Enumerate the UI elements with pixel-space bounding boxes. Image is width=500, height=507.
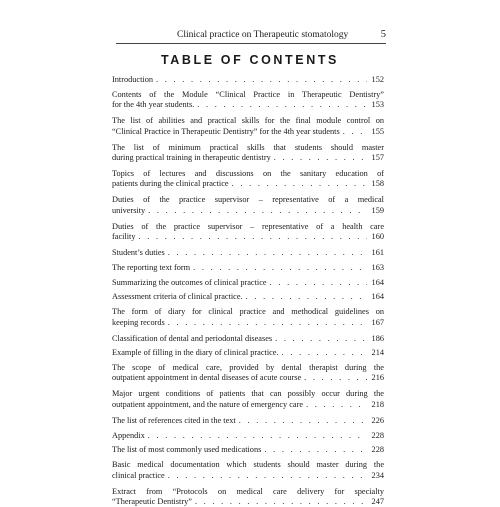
toc-entry-text: The list of most commonly used medications — [112, 445, 262, 455]
toc-entry — [112, 278, 384, 288]
toc-entry-text: The list of abilities and practical skills for the final module control on — [112, 116, 384, 126]
toc-page-number: 158 — [371, 179, 384, 189]
toc-entry — [112, 307, 384, 328]
toc-page-number: 161 — [371, 248, 384, 258]
toc-entry — [112, 334, 384, 344]
toc-entry-text: during practical training in therapeutic dentistry — [112, 152, 271, 162]
dot-leader — [195, 497, 367, 507]
toc-page-number: 163 — [371, 262, 384, 272]
toc-entry — [112, 460, 384, 481]
toc-page-number: 186 — [371, 333, 384, 343]
toc-entry-text: Summarizing the outcomes of clinical practice — [112, 277, 267, 287]
toc-entry-row — [112, 373, 384, 383]
toc-entry-text: Topics of lectures and discussions on the sanitary education of — [112, 168, 384, 178]
running-title: Clinical practice on Therapeutic stomatology — [177, 30, 349, 40]
toc-entry-text: The scope of medical care, provided by dental therapist during the — [112, 363, 384, 373]
toc-entry-text: Introduction — [112, 75, 154, 84]
toc-page-number: 157 — [371, 152, 384, 162]
toc-entry-row — [112, 318, 384, 328]
dot-leader — [232, 179, 367, 189]
toc-entry-text: Example of filling in the diary of clinical practice. — [112, 348, 279, 358]
dot-leader — [270, 278, 367, 288]
dot-leader — [343, 127, 367, 137]
dot-leader — [275, 334, 367, 344]
dot-leader — [274, 153, 367, 163]
toc-entry-text: Extract from “Protocols on medical care delivery for specialty — [112, 486, 384, 496]
toc-entry — [112, 292, 384, 302]
running-header — [116, 29, 386, 43]
toc-entry — [112, 143, 384, 164]
toc-page-number: 234 — [371, 470, 384, 480]
toc-entry-text: patients during the clinical practice — [112, 179, 229, 189]
toc-entry — [112, 263, 384, 273]
dot-leader — [139, 232, 368, 242]
toc-entry-row — [112, 153, 384, 163]
dot-leader — [282, 348, 367, 358]
toc-page-number: 216 — [371, 373, 384, 383]
toc-entry — [112, 90, 384, 111]
dot-leader — [156, 75, 367, 85]
toc-entry-text: Basic medical documentation which students should master during the — [112, 460, 384, 470]
toc-entry-text: outpatient appointment, and the nature of emergency care — [112, 399, 304, 409]
dot-leader — [193, 263, 367, 273]
toc-entry-text: keeping records — [112, 317, 165, 327]
toc-entry-row — [112, 400, 384, 410]
toc-entry-row — [112, 75, 384, 85]
toc-entry — [112, 431, 384, 441]
toc-entry-row — [112, 445, 384, 455]
header-rule — [116, 43, 386, 44]
dot-leader — [197, 100, 367, 110]
toc-entry-row — [112, 471, 384, 481]
toc-page-number: 159 — [371, 205, 384, 215]
toc-page-number: 214 — [371, 348, 384, 358]
toc-entry-text: Duties of the practice supervisor – representative of a medical — [112, 195, 384, 205]
dot-leader — [148, 431, 367, 441]
toc-entry — [112, 75, 384, 85]
toc-page-number: 226 — [371, 415, 384, 425]
toc-entry-text: facility — [112, 232, 136, 242]
toc-entry — [112, 348, 384, 358]
toc-entry — [112, 116, 384, 137]
toc-title: TABLE OF CONTENTS — [161, 53, 339, 67]
page-number: 5 — [380, 29, 386, 40]
dot-leader — [264, 445, 367, 455]
toc-entry-row — [112, 232, 384, 242]
toc-entry — [112, 248, 384, 258]
toc-entry-text: university — [112, 205, 146, 215]
toc-entry — [112, 416, 384, 426]
toc-entry-row — [112, 278, 384, 288]
toc-entry-text: Appendix — [112, 430, 145, 440]
toc-entry-row — [112, 127, 384, 137]
toc-page-number: 155 — [371, 126, 384, 136]
toc-entry-text: Duties of the practice supervisor – representative of a health care — [112, 221, 384, 231]
dot-leader — [168, 248, 367, 258]
toc-entry-row — [112, 179, 384, 189]
toc-entry-row — [112, 292, 384, 302]
toc-entry-row — [112, 100, 384, 110]
toc-entry-row — [112, 248, 384, 258]
toc-page-number: 247 — [371, 496, 384, 506]
toc-entry — [112, 487, 384, 507]
toc-page-number: 167 — [371, 317, 384, 327]
toc-entry-row — [112, 416, 384, 426]
toc-entry-row — [112, 206, 384, 216]
toc-page-number: 164 — [371, 277, 384, 287]
toc-page-number: 160 — [371, 232, 384, 242]
dot-leader — [246, 292, 367, 302]
toc-page-number: 164 — [371, 292, 384, 302]
toc-entry-text: Student’s duties — [112, 248, 165, 258]
dot-leader — [239, 416, 367, 426]
dot-leader — [304, 373, 367, 383]
toc-entry-row — [112, 263, 384, 273]
dot-leader — [148, 206, 367, 216]
toc-entry-text: Major urgent conditions of patients that can possibly occur during the — [112, 389, 384, 399]
toc-page-number: 152 — [371, 75, 384, 84]
toc-page-number: 218 — [371, 399, 384, 409]
toc-entry-text: The list of minimum practical skills that students should master — [112, 142, 384, 152]
toc-entry-row — [112, 431, 384, 441]
dot-leader — [168, 318, 367, 328]
dot-leader — [306, 400, 367, 410]
toc-entry-row — [112, 497, 384, 507]
toc-entry-text: The reporting text form — [112, 262, 191, 272]
toc-entry-text: Assessment criteria of clinical practice. — [112, 292, 243, 302]
toc-entry-text: Contents of the Module “Clinical Practice in Therapeutic Dentistry” — [112, 89, 384, 99]
toc-entry — [112, 169, 384, 190]
toc-entry — [112, 195, 384, 216]
toc-entry — [112, 363, 384, 384]
toc-entry — [112, 389, 384, 410]
dot-leader — [168, 471, 367, 481]
toc-entry-text: Classification of dental and periodontal diseases — [112, 333, 273, 343]
toc-entry-text: The list of references cited in the text — [112, 415, 236, 425]
toc-page-number: 228 — [371, 430, 384, 440]
toc-entry — [112, 445, 384, 455]
toc-entry-text: “Therapeutic Dentistry” — [112, 496, 192, 506]
toc-entry-text: for the 4th year students. — [112, 100, 195, 110]
toc-entry-text: clinical practice — [112, 470, 165, 480]
toc-entry — [112, 222, 384, 243]
toc-page-number: 228 — [371, 445, 384, 455]
table-of-contents — [112, 75, 384, 507]
toc-entry-text: “Clinical Practice in Therapeutic Dentistry” for the 4th year students — [112, 126, 340, 136]
toc-entry-row — [112, 334, 384, 344]
toc-page-number: 153 — [371, 100, 384, 110]
toc-entry-text: outpatient appointment in dental diseases of acute course — [112, 373, 302, 383]
toc-entry-text: The form of diary for clinical practice and methodical guidelines on — [112, 307, 384, 317]
toc-entry-row — [112, 348, 384, 358]
